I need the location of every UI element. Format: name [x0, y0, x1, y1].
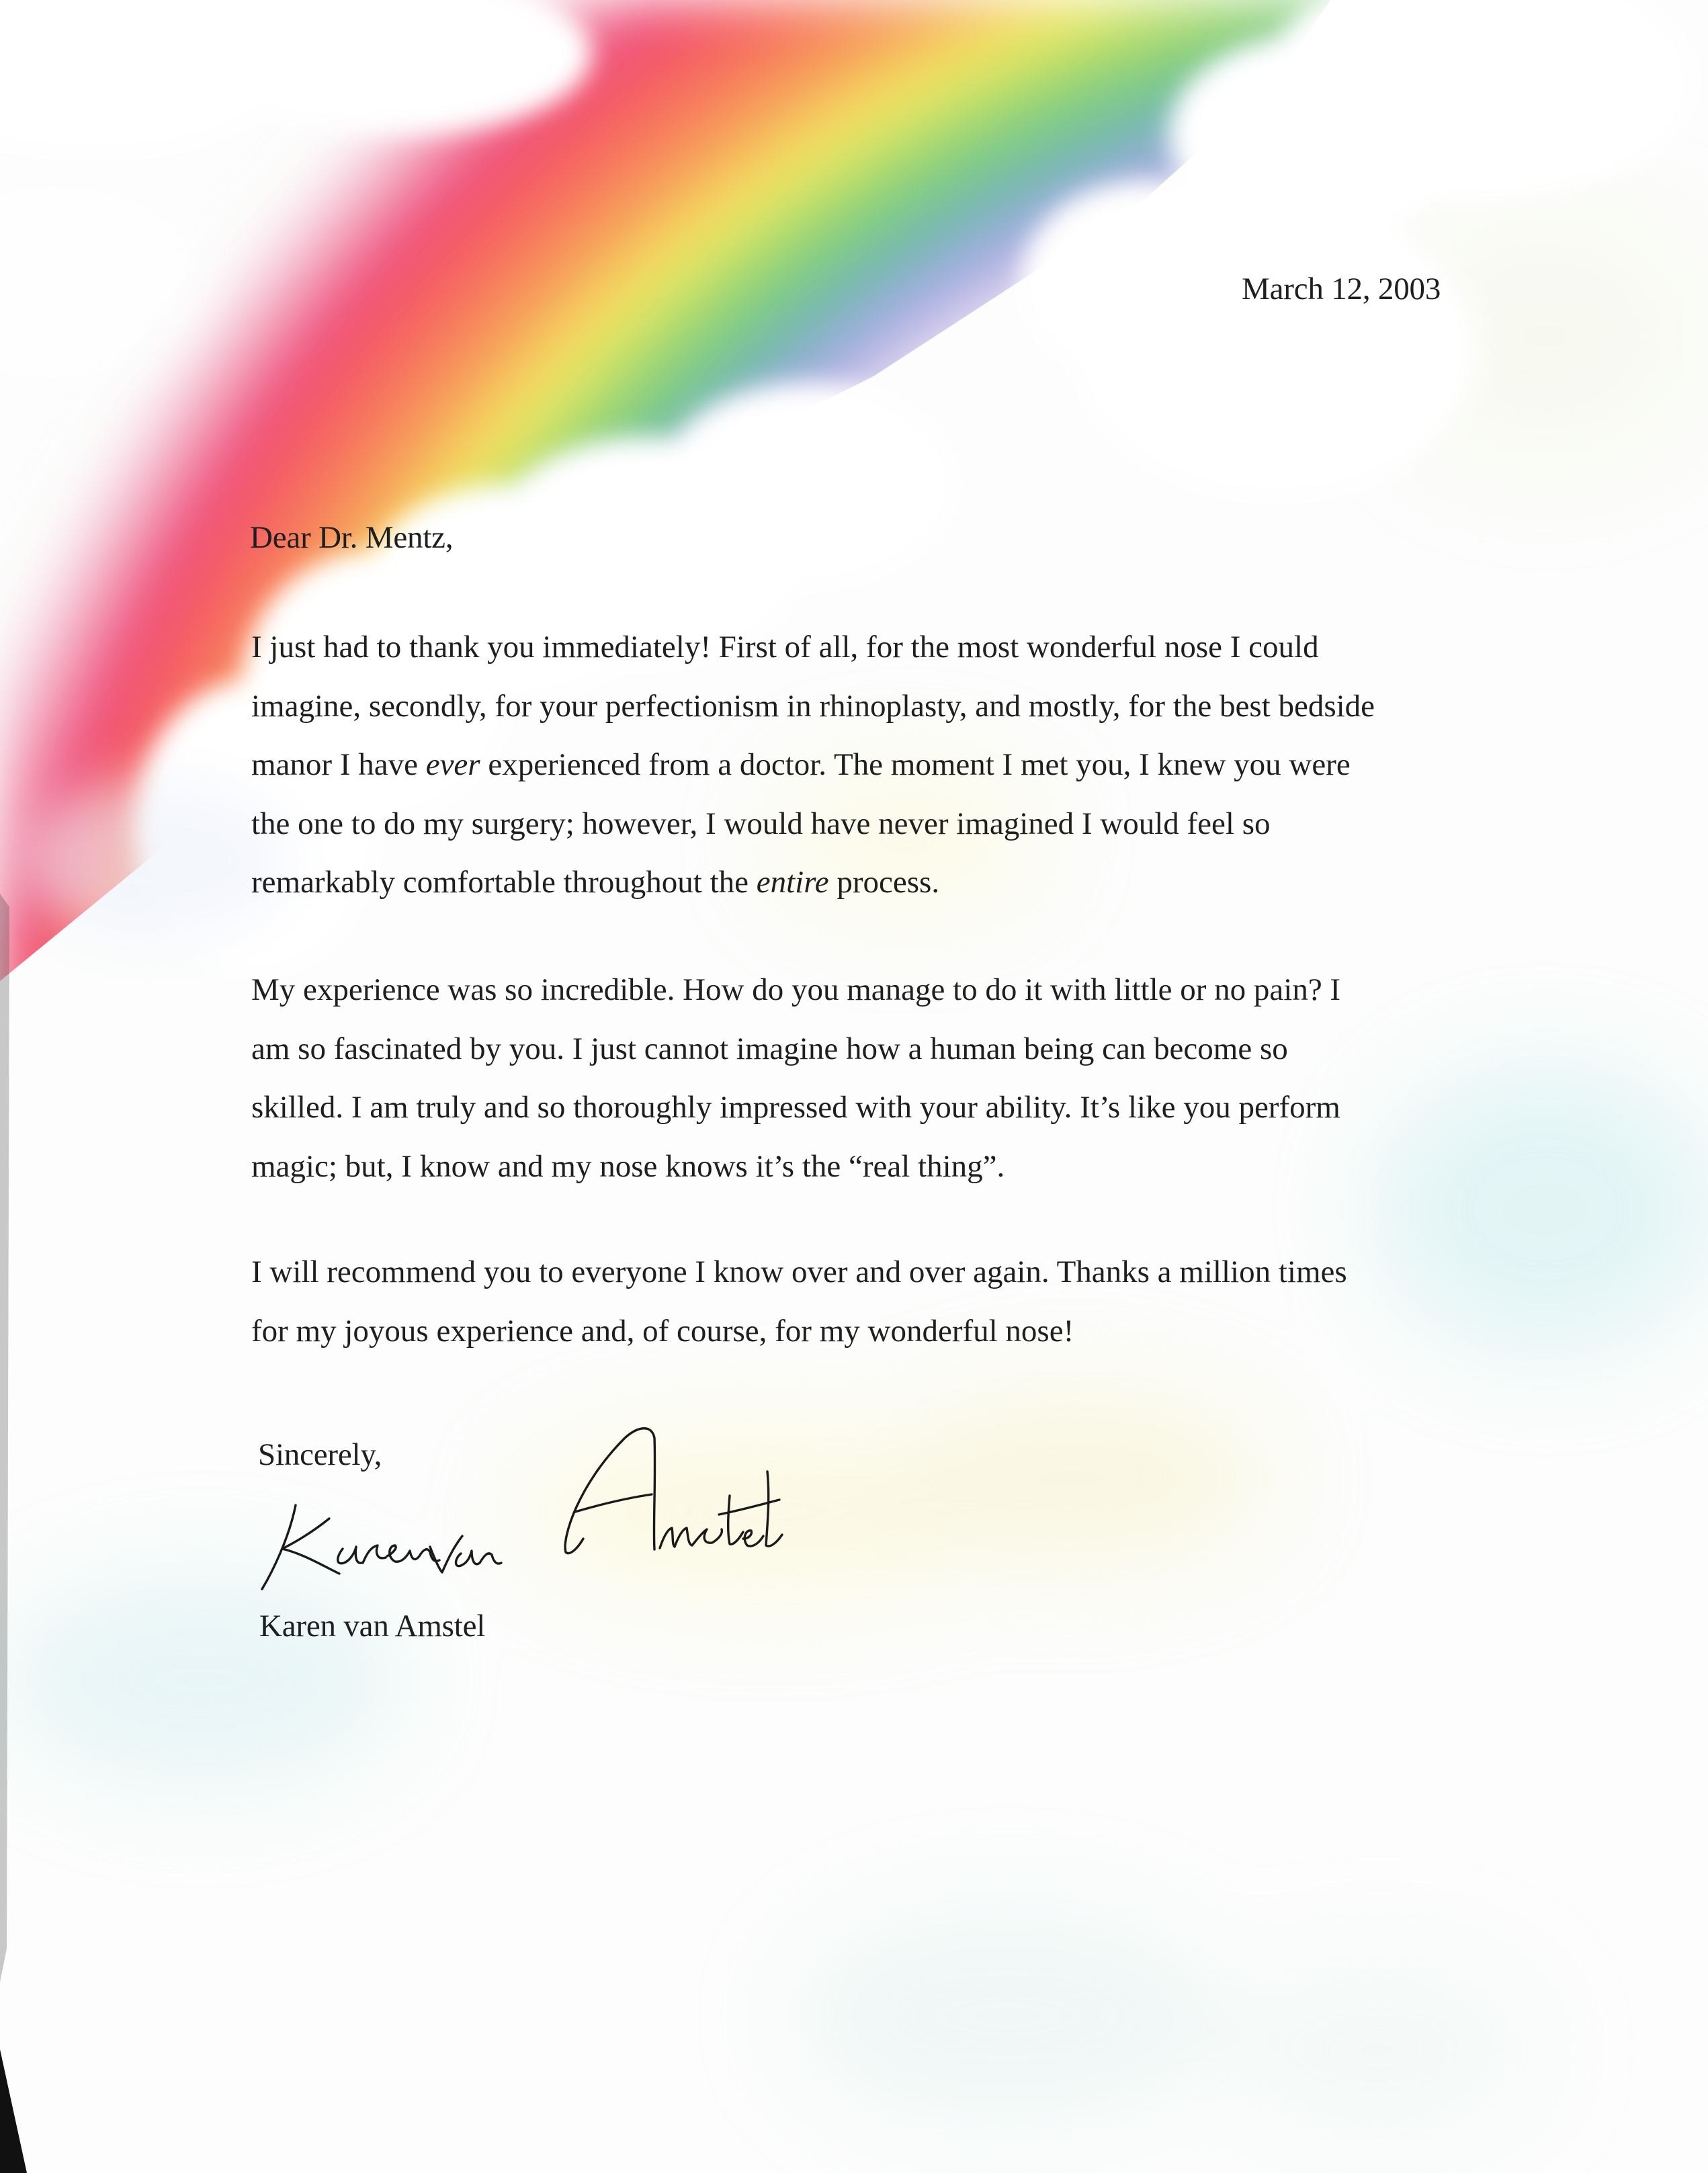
paragraph-line	[251, 795, 1375, 854]
paragraph-line	[251, 853, 1375, 912]
body-paragraph-1	[251, 618, 1375, 912]
line-text: I will recommend you to everyone I know over and over again. Thanks a million times	[251, 1254, 1347, 1289]
body-paragraph-3	[251, 1243, 1347, 1361]
line-text: manor I have	[251, 747, 426, 782]
line-text: remarkably comfortable throughout the	[251, 865, 757, 900]
paragraph-line	[251, 1243, 1347, 1302]
emphasis-text: ever	[425, 747, 480, 782]
paragraph-line	[251, 1302, 1347, 1361]
salutation: Dear Dr. Mentz,	[250, 520, 454, 555]
paragraph-line	[251, 618, 1375, 677]
paragraph-line	[251, 736, 1375, 795]
line-text: magic; but, I know and my nose knows it’s the “real thing”.	[251, 1148, 1005, 1184]
line-text: experienced from a doctor. The moment I met you, I knew you were	[480, 747, 1351, 782]
line-text: I just had to thank you immediately! First of all, for the most wonderful nose I could	[251, 630, 1319, 665]
closing: Sincerely,	[258, 1437, 382, 1472]
line-text: skilled. I am truly and so thoroughly impressed with your ability. It’s like you perform	[251, 1090, 1340, 1125]
line-text: imagine, secondly, for your perfectionism in rhinoplasty, and mostly, for the best bedside	[251, 688, 1375, 724]
line-text: My experience was so incredible. How do you manage to do it with little or no pain? I	[251, 972, 1341, 1007]
paragraph-line	[251, 1138, 1340, 1197]
handwritten-signature	[249, 1404, 826, 1599]
emphasis-text: entire	[756, 865, 829, 900]
paragraph-line	[251, 677, 1375, 736]
paragraph-line	[251, 1078, 1340, 1138]
line-text: for my joyous experience and, of course, for my wonderful nose!	[251, 1313, 1074, 1349]
line-text: am so fascinated by you. I just cannot imagine how a human being can become so	[251, 1031, 1288, 1066]
paragraph-line	[251, 961, 1340, 1020]
letter-date: March 12, 2003	[1242, 271, 1441, 306]
paragraph-line	[251, 1020, 1340, 1079]
body-paragraph-2	[251, 961, 1340, 1196]
line-text: process.	[828, 865, 940, 900]
line-text: the one to do my surgery; however, I would have never imagined I would feel so	[251, 806, 1271, 841]
printed-name: Karen van Amstel	[259, 1609, 486, 1644]
